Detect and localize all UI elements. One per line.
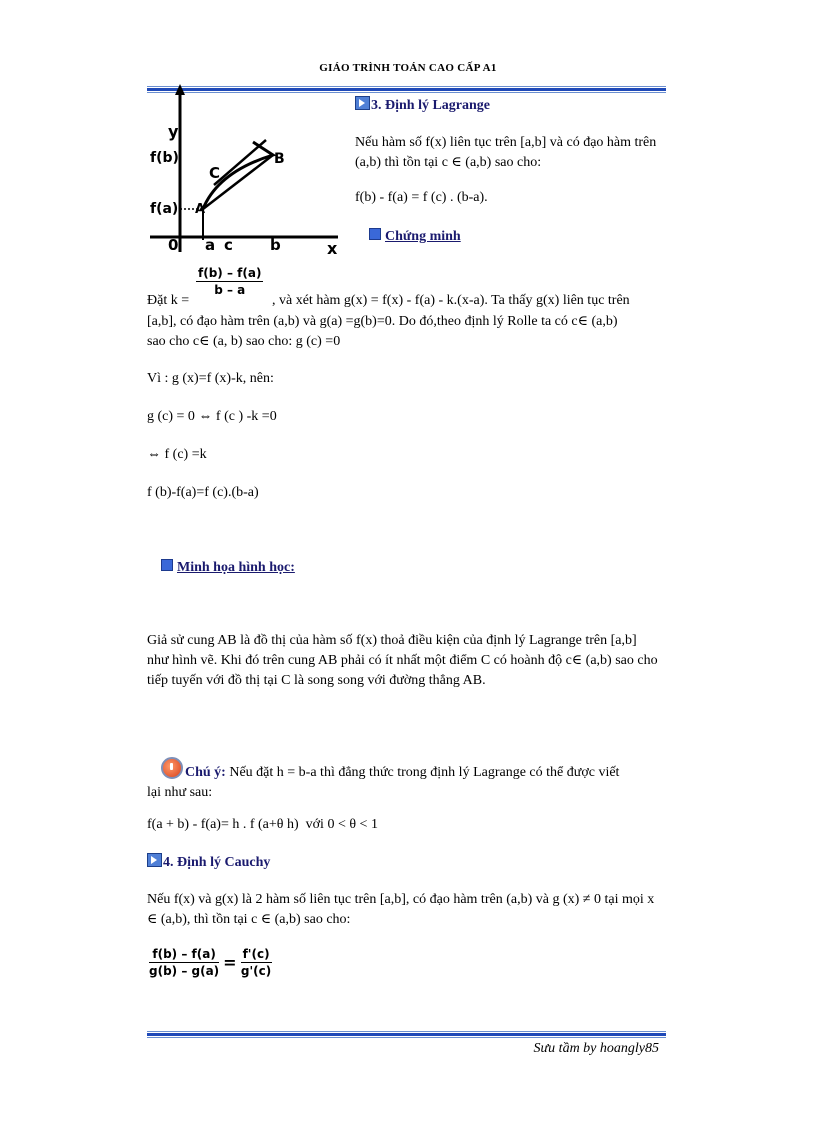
footer-rule bbox=[147, 1031, 666, 1037]
section3-formula: f(b) - f(a) = f (c) . (b-a). bbox=[355, 190, 488, 205]
note-text-line2: lại như sau: bbox=[147, 785, 213, 800]
tangent-c bbox=[214, 140, 266, 185]
origin-label: 0 bbox=[168, 236, 179, 254]
proof-step3: ⇔ f (c) =k bbox=[147, 447, 207, 462]
section4-statement: Nếu f(x) và g(x) là 2 hàm số liên tục trên [a,b], có đạo hàm trên (a,b) và g (x) ≠ 0 tại mọi x ∈ (a,b), thì tồn tại c ∈ (a,b) sao cho: bbox=[147, 892, 655, 927]
note-formula: f(a + b) - f(a)= h . f (a+θ h) với 0 < θ < 1 bbox=[147, 817, 378, 832]
note-label: Chú ý: bbox=[185, 765, 226, 780]
lagrange-graph bbox=[148, 82, 343, 257]
cauchy-lhs bbox=[149, 947, 219, 978]
geometric-heading: Minh họa hình học: bbox=[161, 559, 295, 576]
arrow-icon bbox=[147, 853, 162, 867]
section3-statement: Nếu hàm số f(x) liên tục trên [a,b] và có đạo hàm trên (a,b) thì tồn tại c ∈ (a,b) sao cho: bbox=[355, 135, 657, 170]
cauchy-equals: = bbox=[223, 953, 237, 972]
proof-step2: g (c) = 0 ⇔ f (c ) -k =0 bbox=[147, 409, 277, 424]
geometric-text: Giả sử cung AB là đồ thị của hàm số f(x) thoả điều kiện của định lý Lagrange trên [a,b] như hình vẽ. Khi đó trên cung AB phải có ít nhất một điểm C có hoành độ c∈ (a,b) sao cho tiếp tuyến với đồ thị tại C là song song với đường thẳng AB. bbox=[147, 633, 658, 688]
point-c-label: C bbox=[209, 164, 221, 182]
tick-b-label: b bbox=[270, 236, 281, 254]
cauchy-rhs bbox=[241, 947, 272, 978]
section4-title: 4. Định lý Cauchy bbox=[147, 853, 270, 871]
x-axis-label: x bbox=[327, 239, 338, 257]
proof-line3: sao cho c∈ (a, b) sao cho: g (c) =0 bbox=[147, 334, 341, 349]
square-bullet-icon bbox=[369, 228, 381, 240]
cauchy-rhs-den: g'(c) bbox=[240, 964, 272, 978]
tick-c-label: c bbox=[224, 236, 233, 254]
proof-heading: Chứng minh bbox=[369, 228, 461, 245]
fa-label: f(a) bbox=[150, 201, 179, 217]
arrow-icon bbox=[355, 96, 370, 110]
fb-label: f(b) bbox=[150, 150, 179, 166]
proof-step1: Vì : g (x)=f (x)-k, nên: bbox=[147, 371, 274, 386]
k-numerator: f(b) – f(a) bbox=[198, 266, 262, 280]
point-b-label: B bbox=[274, 151, 285, 167]
cauchy-rhs-num: f'(c) bbox=[242, 947, 270, 961]
warning-icon bbox=[161, 757, 183, 779]
cauchy-lhs-num: f(b) – f(a) bbox=[149, 947, 219, 963]
note-block bbox=[147, 757, 667, 803]
section3-title: 3. Định lý Lagrange bbox=[355, 96, 490, 114]
k-denominator: b – a bbox=[214, 283, 246, 297]
footer-credit: Sưu tầm by hoangly85 bbox=[533, 1041, 659, 1056]
square-bullet-icon bbox=[161, 559, 173, 571]
cauchy-lhs-den: g(b) – g(a) bbox=[149, 964, 220, 978]
tick-a-label: a bbox=[205, 236, 216, 254]
cauchy-formula bbox=[149, 947, 272, 978]
k-fraction bbox=[196, 266, 263, 297]
proof-step4: f (b)-f(a)=f (c).(b-a) bbox=[147, 485, 259, 500]
page-header: GIÁO TRÌNH TOÁN CAO CẤP A1 bbox=[319, 62, 497, 74]
k-prefix: Đặt k = bbox=[147, 293, 190, 308]
point-a-label: A bbox=[195, 202, 206, 217]
proof-line1: , và xét hàm g(x) = f(x) - f(a) - k.(x-a). Ta thấy g(x) liên tục trên bbox=[272, 293, 630, 308]
y-axis-label: y bbox=[168, 122, 179, 141]
note-text-line1: Nếu đặt h = b-a thì đẳng thức trong định lý Lagrange có thể được viết bbox=[225, 765, 620, 780]
proof-line2: [a,b], có đạo hàm trên (a,b) và g(a) =g(b)=0. Do đó,theo định lý Rolle ta có c∈ (a,b) bbox=[147, 314, 618, 329]
